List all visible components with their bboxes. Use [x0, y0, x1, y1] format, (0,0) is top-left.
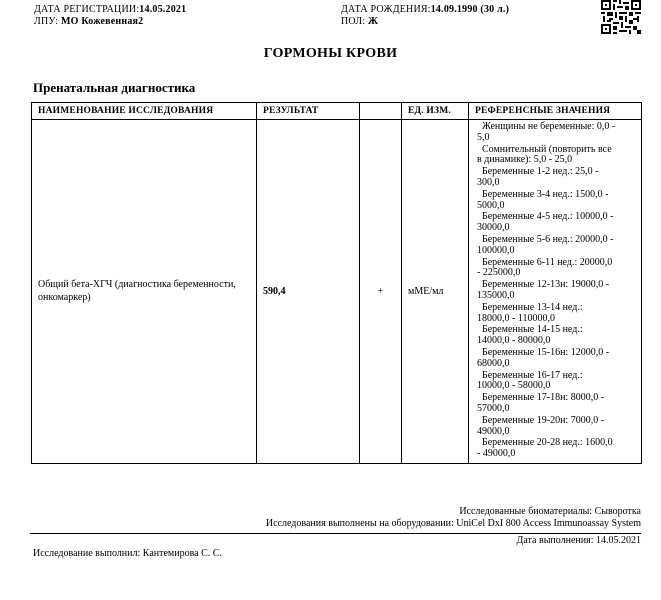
- column-header-reference: РЕФЕРЕНСНЫЕ ЗНАЧЕНИЯ: [469, 103, 642, 120]
- executor: Исследование выполнил: Кантемирова С. С.: [33, 548, 222, 559]
- registration-date-label: ДАТА РЕГИСТРАЦИИ:: [34, 4, 140, 15]
- test-name: Общий бета-ХГЧ (диагностика беременности, онкомаркер): [32, 120, 257, 464]
- column-header-name: НАИМЕНОВАНИЕ ИССЛЕДОВАНИЯ: [32, 103, 257, 120]
- registration-date-value: 14.05.2021: [139, 4, 187, 15]
- lpu-value: МО Кожевенная2: [61, 16, 144, 27]
- reference-item: Беременные 16-17 нед.: 10000,0 - 58000,0: [477, 369, 583, 392]
- equipment-note: Исследования выполнены на оборудовании: UniCel DxI 800 Access Immunoassay System: [265, 518, 641, 529]
- test-result: 590,4: [257, 120, 360, 464]
- reference-item: Беременные 12-13н: 19000,0 - 135000,0: [477, 279, 610, 301]
- reference-item: Беременные 1-2 нед.: 25,0 - 300,0: [477, 166, 599, 188]
- lpu: [34, 16, 143, 28]
- result-flag: +: [360, 120, 402, 464]
- qr-code-icon: [601, 0, 641, 34]
- sex-label: ПОЛ:: [341, 16, 366, 27]
- reference-item: Беременные 14-15 нед.: 14000,0 - 80000,0: [477, 324, 583, 347]
- reference-item: Женщины не беременные: 0,0 - 5,0: [477, 121, 616, 143]
- test-unit: мМЕ/мл: [402, 120, 469, 464]
- registration-date: [34, 4, 186, 16]
- reference-item: Беременные 19-20н: 7000,0 - 49000,0: [477, 414, 605, 437]
- reference-item: Беременные 20-28 нед.: 1600,0 - 49000,0: [477, 437, 613, 460]
- page-title: ГОРМОНЫ КРОВИ: [263, 46, 398, 61]
- column-header-unit: ЕД. ИЗМ.: [402, 103, 469, 120]
- column-header-flag: [360, 103, 402, 120]
- reference-item: Беременные 4-5 нед.: 10000,0 - 30000,0: [477, 211, 614, 234]
- birth-date-label: ДАТА РОЖДЕНИЯ:: [341, 4, 431, 15]
- reference-item: Беременные 6-11 нед.: 20000,0 - 225000,0: [477, 256, 613, 279]
- sex: [341, 16, 378, 28]
- table-header-row: [32, 103, 642, 120]
- birth-date: [341, 4, 509, 16]
- reference-values: [469, 120, 642, 464]
- table-row: [32, 120, 642, 464]
- reference-item: Беременные 17-18н: 8000,0 - 57000,0: [477, 392, 605, 414]
- completion-date: Дата выполнения: 14.05.2021: [30, 533, 641, 546]
- results-table: [31, 102, 642, 464]
- biomaterial-note: Исследованные биоматериалы: Сыворотка: [459, 506, 641, 517]
- sex-value: Ж: [368, 16, 379, 27]
- reference-item: Беременные 5-6 нед.: 20000,0 - 100000,0: [477, 233, 614, 256]
- reference-item: Сомнительный (повторить все в динамике): 5,0 - 25,0: [477, 143, 612, 166]
- lpu-label: ЛПУ:: [34, 16, 59, 27]
- reference-item: Беременные 13-14 нед.: 18000,0 - 110000,0: [477, 301, 583, 324]
- reference-item: Беременные 3-4 нед.: 1500,0 - 5000,0: [477, 188, 609, 211]
- reference-item: Беременные 15-16н: 12000,0 - 68000,0: [477, 346, 610, 369]
- section-title: Пренатальная диагностика: [33, 80, 196, 95]
- column-header-result: РЕЗУЛЬТАТ: [257, 103, 360, 120]
- birth-date-value: 14.09.1990 (30 л.): [430, 4, 510, 15]
